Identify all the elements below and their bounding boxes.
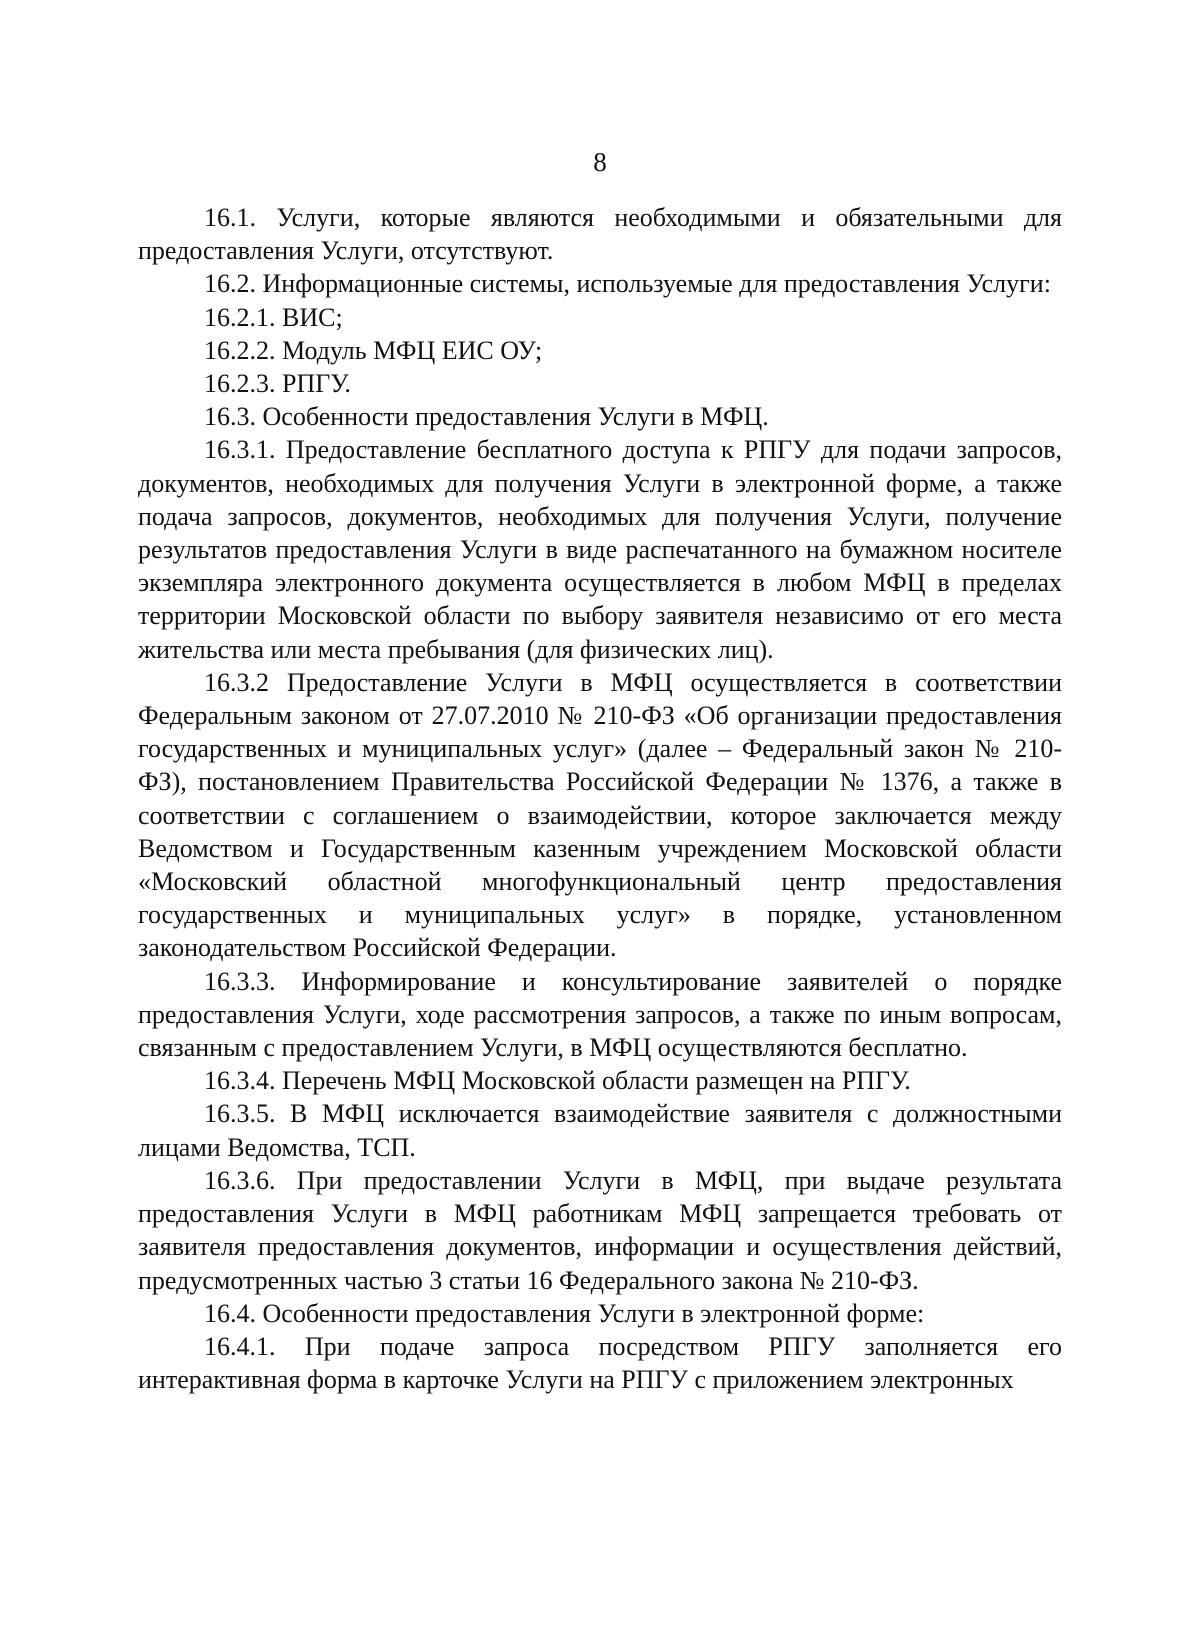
paragraph-16-3-3: 16.3.3. Информирование и консультирование заявителей о порядке предоставления Услуги, ходе рассмотрения запросов, а также по иным вопросам, связанным с предоставлением Услуги, в МФЦ осуществляются бесплатно.: [138, 966, 1062, 1063]
paragraph-16-2-1: 16.2.1. ВИС;: [204, 302, 343, 332]
paragraph-16-2-3: 16.2.3. РПГУ.: [204, 369, 351, 399]
paragraph-16-3-6: 16.3.6. При предоставлении Услуги в МФЦ, при выдаче результата предоставления Услуги в МФЦ работникам МФЦ запрещается требовать от заявителя предоставления документов, информации и осуществления действий, предусмотренных частью 3 статьи 16 Федерального закона № 210-ФЗ.: [138, 1165, 1062, 1295]
paragraph-16-4-1: 16.4.1. При подаче запроса посредством РПГУ заполняется его интерактивная форма в карточке Услуги на РПГУ с приложением электронных: [138, 1331, 1062, 1395]
paragraph-16-3-5: 16.3.5. В МФЦ исключается взаимодействие заявителя с должностными лицами Ведомства, ТСП.: [138, 1099, 1062, 1162]
paragraph-16-3-4: 16.3.4. Перечень МФЦ Московской области размещен на РПГУ.: [204, 1066, 911, 1096]
paragraph-16-3-2: 16.3.2 Предоставление Услуги в МФЦ осуществляется в соответствии Федеральным законом от 27.07.2010 № 210-ФЗ «Об организации предоставления государственных и муниципальных услуг» (далее – Федеральный закон № 210-ФЗ), постановлением Правительства Российской Федерации № 1376, а также в соответствии с соглашением о взаимодействии, которое заключается между Ведомством и Государственным казенным учреждением Московской области «Московский областной многофункциональный центр предоставления государственных и муниципальных услуг» в порядке, установленном законодательством Российской Федерации.: [138, 667, 1062, 963]
paragraph-16-3-1: 16.3.1. Предоставление бесплатного доступа к РПГУ для подачи запросов, документов, необходимых для получения Услуги в электронной форме, а также подача запросов, документов, необходимых для получения Услуги, получение результатов предоставления Услуги в виде распечатанного на бумажном носителе экземпляра электронного документа осуществляется в любом МФЦ в пределах территории Московской области по выбору заявителя независимо от его места жительства или места пребывания (для физических лиц).: [138, 435, 1062, 664]
paragraph-16-2: 16.2. Информационные системы, используемые для предоставления Услуги:: [204, 269, 1051, 299]
document-body: [138, 201, 1062, 1396]
paragraph-16-1: 16.1. Услуги, которые являются необходимыми и обязательными для предоставления Услуги, отсутствуют.: [138, 203, 1062, 266]
paragraph-16-4: 16.4. Особенности предоставления Услуги в электронной форме:: [204, 1298, 925, 1328]
paragraph-16-3: 16.3. Особенности предоставления Услуги в МФЦ.: [204, 402, 769, 432]
page-number: 8: [593, 147, 607, 177]
paragraph-16-2-2: 16.2.2. Модуль МФЦ ЕИС ОУ;: [204, 335, 543, 365]
